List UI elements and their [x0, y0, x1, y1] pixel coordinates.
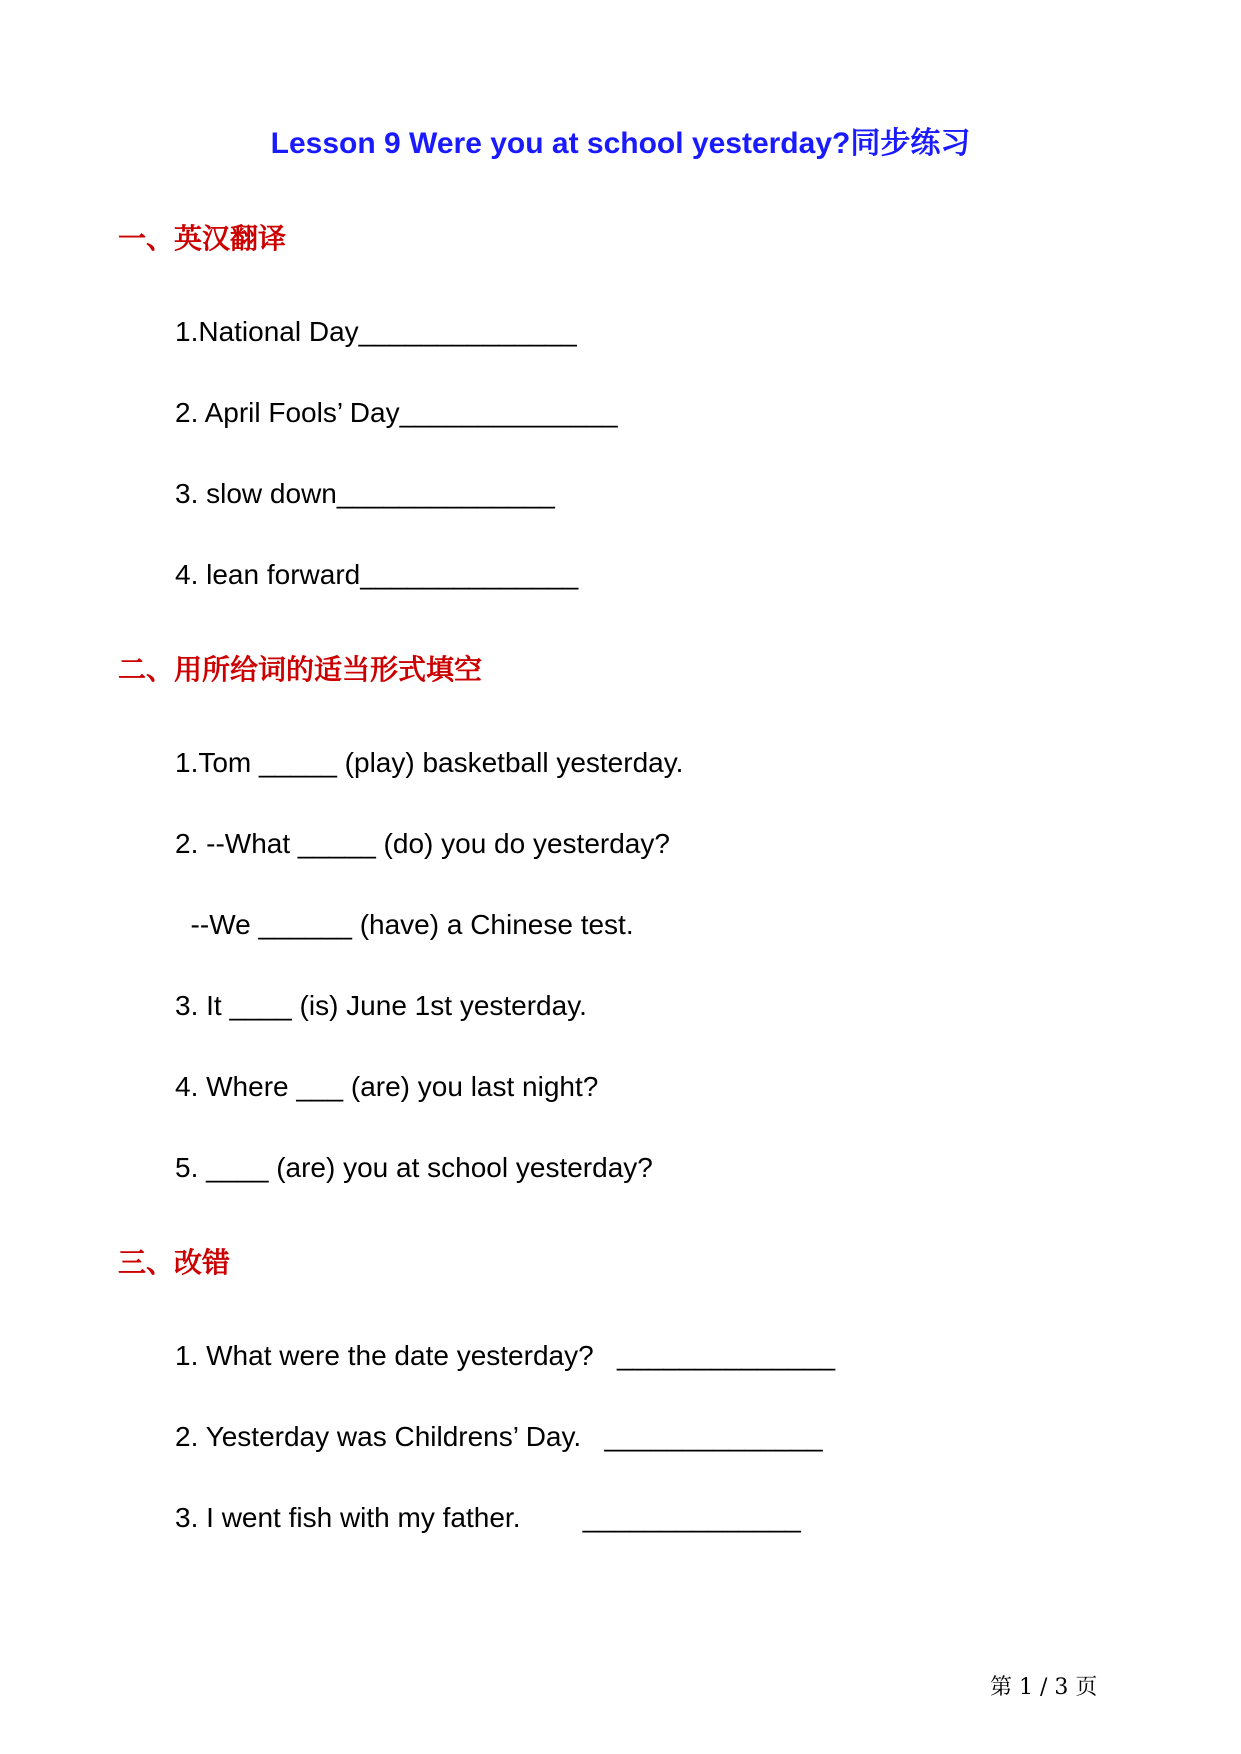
section-heading-translation: 一、英汉翻译 — [118, 222, 287, 255]
exercise-line: 2. April Fools’ Day______________ — [175, 397, 618, 428]
page-number: 第 1 / 3 页 — [990, 1675, 1098, 1700]
exercise-line: 3. slow down______________ — [175, 478, 555, 509]
exercise-line: 1.Tom _____ (play) basketball yesterday. — [175, 747, 684, 778]
exercise-line: 1.National Day______________ — [175, 316, 577, 347]
exercise-line: 3. I went fish with my father. ______________ — [175, 1502, 801, 1533]
exercise-line: 2. Yesterday was Childrens’ Day. ______________ — [175, 1421, 823, 1452]
exercise-line: --We ______ (have) a Chinese test. — [175, 909, 634, 940]
exercise-line: 3. It ____ (is) June 1st yesterday. — [175, 990, 587, 1021]
exercise-line: 4. lean forward______________ — [175, 559, 579, 590]
section-heading-fill-in: 二、用所给词的适当形式填空 — [118, 653, 483, 686]
exercise-line: 4. Where ___ (are) you last night? — [175, 1071, 599, 1102]
page-title: Lesson 9 Were you at school yesterday?同步练习 — [270, 127, 971, 160]
exercise-line: 5. ____ (are) you at school yesterday? — [175, 1152, 653, 1183]
section-heading-correction: 三、改错 — [118, 1246, 231, 1279]
exercise-line: 1. What were the date yesterday? ______________ — [175, 1340, 836, 1371]
exercise-line: 2. --What _____ (do) you do yesterday? — [175, 828, 670, 859]
